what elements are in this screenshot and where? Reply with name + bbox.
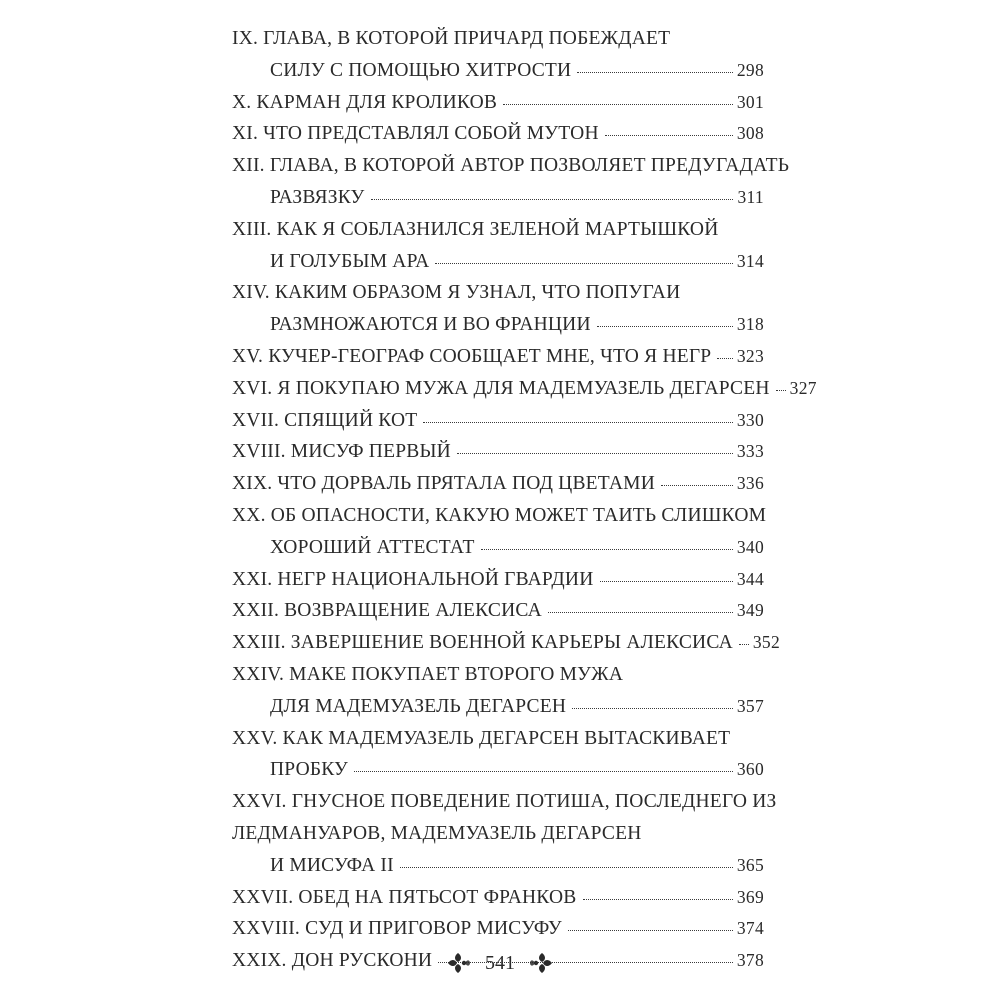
dot-leader bbox=[400, 867, 733, 868]
toc-page-number: 378 bbox=[736, 950, 764, 971]
toc-entry-title-continuation: РАЗВЯЗКУ bbox=[270, 187, 365, 208]
page-number: 541 bbox=[485, 951, 515, 974]
toc-entry-title: XXV. КАК МАДЕМУАЗЕЛЬ ДЕГАРСЕН ВЫТАСКИВАЕТ bbox=[232, 727, 731, 749]
dot-leader bbox=[457, 453, 733, 454]
toc-entry-line-with-page bbox=[232, 887, 764, 917]
dot-leader bbox=[661, 485, 733, 486]
toc-entry-title-continuation: ХОРОШИЙ АТТЕСТАТ bbox=[270, 536, 475, 558]
toc-entry-title: XIII. КАК Я СОБЛАЗНИЛСЯ ЗЕЛЕНОЙ МАРТЫШКОЙ bbox=[232, 218, 719, 240]
toc-entry-line-with-page bbox=[270, 187, 764, 217]
toc-page-number: 336 bbox=[736, 473, 764, 494]
toc-page-number: 365 bbox=[736, 854, 764, 875]
toc-page-number: 301 bbox=[736, 91, 764, 112]
toc-page-number: 344 bbox=[736, 568, 764, 589]
toc-entry-line-with-page bbox=[270, 696, 764, 726]
dot-leader bbox=[423, 422, 732, 423]
toc-page-number: 298 bbox=[736, 59, 764, 80]
toc-entry-line-with-page bbox=[270, 251, 764, 281]
toc-entry-title: XV. КУЧЕР-ГЕОГРАФ СООБЩАЕТ МНЕ, ЧТО Я НЕГР bbox=[232, 346, 712, 367]
toc-entry-line bbox=[232, 664, 623, 694]
fleuron-right-icon bbox=[529, 950, 555, 976]
toc-entry-line bbox=[232, 505, 766, 535]
toc-entry-title: XIX. ЧТО ДОРВАЛЬ ПРЯТАЛА ПОД ЦВЕТАМИ bbox=[232, 473, 656, 495]
toc-entry-title: XVI. Я ПОКУПАЮ МУЖА ДЛЯ МАДЕМУАЗЕЛЬ ДЕГАРСЕН bbox=[232, 377, 770, 399]
toc-page-number: 369 bbox=[736, 886, 764, 907]
toc-entry-line-with-page bbox=[232, 346, 764, 376]
toc-page-number: 330 bbox=[736, 409, 764, 430]
toc-entry-title: XX. ОБ ОПАСНОСТИ, КАКУЮ МОЖЕТ ТАИТЬ СЛИШКОМ bbox=[232, 505, 767, 526]
toc-entry-title: XIV. КАКИМ ОБРАЗОМ Я УЗНАЛ, ЧТО ПОПУГАИ bbox=[232, 282, 681, 304]
dot-leader bbox=[776, 390, 786, 391]
toc-entry-title-continuation: РАЗМНОЖАЮТСЯ И ВО ФРАНЦИИ bbox=[270, 314, 591, 336]
toc-entry-title-continuation: И ГОЛУБЫМ АРА bbox=[270, 250, 430, 272]
toc-entry-title: XVIII. МИСУФ ПЕРВЫЙ bbox=[232, 441, 451, 463]
toc-entry-line bbox=[232, 155, 789, 185]
toc-entry-title: XXIII. ЗАВЕРШЕНИЕ ВОЕННОЙ КАРЬЕРЫ АЛЕКСИСА bbox=[232, 632, 733, 654]
toc-page-number: 374 bbox=[736, 918, 764, 939]
dot-leader bbox=[568, 930, 733, 931]
dot-leader bbox=[435, 263, 732, 264]
fleuron-left-icon bbox=[445, 950, 471, 976]
toc-page-number: 323 bbox=[736, 346, 764, 366]
toc-entry-line-with-page bbox=[232, 632, 781, 662]
dot-leader bbox=[577, 72, 733, 73]
toc-page-number: 318 bbox=[736, 314, 764, 335]
dot-leader bbox=[597, 326, 733, 327]
toc-page-number: 360 bbox=[736, 759, 764, 780]
toc-page-number: 333 bbox=[736, 441, 764, 462]
toc-entry-line-with-page bbox=[232, 441, 764, 471]
dot-leader bbox=[605, 135, 733, 136]
toc-entry-line bbox=[232, 728, 730, 758]
toc-entry-line bbox=[232, 823, 642, 853]
toc-entry-title: XXII. ВОЗВРАЩЕНИЕ АЛЕКСИСА bbox=[232, 600, 542, 622]
toc-entry-line-with-page bbox=[232, 410, 764, 440]
toc-entry-title-continuation: ПРОБКУ bbox=[270, 759, 349, 781]
toc-entry-title: XI. ЧТО ПРЕДСТАВЛЯЛ СОБОЙ МУТОН bbox=[232, 123, 599, 145]
toc-entry-line-with-page bbox=[232, 377, 817, 408]
toc-page-number: 308 bbox=[736, 123, 764, 144]
toc-entry-title: XXIV. МАКЕ ПОКУПАЕТ ВТОРОГО МУЖА bbox=[232, 664, 624, 685]
toc-page-number: 352 bbox=[752, 632, 781, 653]
toc-page-number: 311 bbox=[737, 187, 764, 207]
dot-leader bbox=[583, 899, 733, 900]
toc-entry-line-with-page bbox=[232, 600, 764, 630]
dot-leader bbox=[717, 358, 732, 359]
toc-entry-title: XXVIII. СУД И ПРИГОВОР МИСУФУ bbox=[232, 918, 562, 940]
toc-entry-title: XII. ГЛАВА, В КОТОРОЙ АВТОР ПОЗВОЛЯЕТ ПРЕДУГАДАТЬ bbox=[232, 155, 790, 177]
toc-entry-title: XXVI. ГНУСНОЕ ПОВЕДЕНИЕ ПОТИША, ПОСЛЕДНЕГО ИЗ bbox=[232, 791, 777, 813]
toc-entry-line-with-page bbox=[270, 60, 764, 90]
toc-entry-line-with-page bbox=[232, 918, 764, 948]
dot-leader bbox=[481, 549, 733, 550]
dot-leader bbox=[503, 104, 733, 105]
toc-entry-title-continuation: СИЛУ С ПОМОЩЬЮ ХИТРОСТИ bbox=[270, 59, 572, 81]
toc-entry-line-with-page bbox=[232, 473, 764, 503]
toc-entry-line-with-page bbox=[270, 759, 764, 789]
toc-entry-title-continuation: ЛЕДМАНУАРОВ, МАДЕМУАЗЕЛЬ ДЕГАРСЕН bbox=[232, 823, 642, 844]
page-footer bbox=[0, 950, 1000, 976]
toc-entry-title: XXVII. ОБЕД НА ПЯТЬСОТ ФРАНКОВ bbox=[232, 886, 577, 908]
toc-entry-title: X. КАРМАН ДЛЯ КРОЛИКОВ bbox=[232, 91, 498, 113]
dot-leader bbox=[572, 708, 733, 709]
toc-entry-title-continuation: И МИСУФА II bbox=[270, 854, 394, 876]
toc-entry-title: IX. ГЛАВА, В КОТОРОЙ ПРИЧАРД ПОБЕЖДАЕТ bbox=[232, 28, 671, 49]
toc-page-number: 349 bbox=[736, 600, 764, 621]
toc-entry-line bbox=[232, 282, 680, 312]
dot-leader bbox=[548, 612, 733, 613]
toc-entry-title: XXIX. ДОН РУСКОНИ bbox=[232, 950, 433, 972]
toc-page-number: 314 bbox=[736, 250, 764, 271]
dot-leader bbox=[371, 199, 734, 200]
toc-entry-title: XXI. НЕГР НАЦИОНАЛЬНОЙ ГВАРДИИ bbox=[232, 568, 594, 590]
toc-entry-line bbox=[232, 791, 776, 821]
toc-entry-line-with-page bbox=[232, 569, 764, 599]
dot-leader bbox=[354, 771, 733, 772]
toc-page-number: 357 bbox=[736, 695, 764, 716]
toc-entry-line-with-page bbox=[232, 123, 764, 153]
dot-leader bbox=[600, 581, 733, 582]
toc-entry-line-with-page bbox=[270, 314, 764, 344]
toc-page-number: 340 bbox=[736, 536, 764, 557]
toc-entry-line-with-page bbox=[232, 92, 764, 122]
toc-entry-line-with-page bbox=[270, 537, 764, 567]
toc-page-number: 327 bbox=[789, 377, 817, 398]
toc-entry-line-with-page bbox=[270, 855, 764, 885]
toc-entry-title-continuation: ДЛЯ МАДЕМУАЗЕЛЬ ДЕГАРСЕН bbox=[270, 695, 567, 717]
dot-leader bbox=[739, 644, 749, 645]
toc-entry-title: XVII. СПЯЩИЙ КОТ bbox=[232, 409, 418, 431]
toc-entry-line bbox=[232, 28, 670, 58]
toc-entry-line bbox=[232, 219, 719, 249]
